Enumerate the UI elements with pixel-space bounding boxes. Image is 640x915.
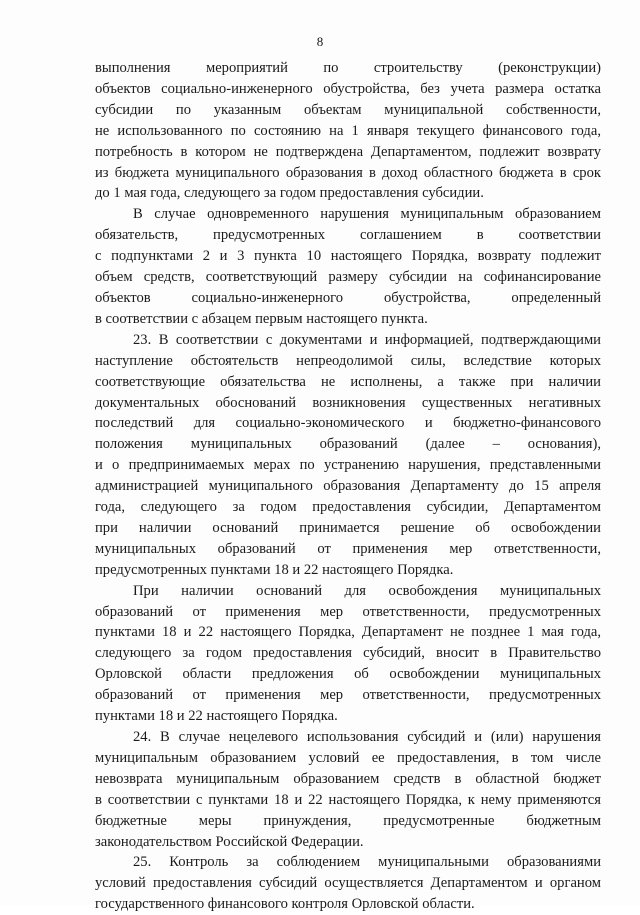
text-line: бюджетные меры принуждения, предусмотренные бюджетным (95, 812, 601, 829)
text-line: образований от применения мер ответственности, предусмотренных (95, 687, 601, 704)
text-line: 25. Контроль за соблюдением муниципальными образованиями (133, 854, 601, 871)
text-line: субсидии по указанным объектам муниципальной собственности, (95, 101, 601, 118)
paragraph-continuation (95, 58, 601, 204)
text-line: администрацией муниципального образования Департаменту до 15 апреля (95, 478, 601, 495)
text-line: 24. В случае нецелевого использования субсидий и (или) нарушения (133, 729, 601, 745)
text-line: законодательством Российской Федерации. (95, 833, 364, 850)
text-line: Орловской области предложения об освобождении муниципальных (95, 666, 601, 683)
text-line: предусмотренных пунктами 18 и 22 настоящего Порядка. (95, 561, 454, 578)
text-line: из бюджета муниципального образования в доход областного бюджета в срок (95, 164, 601, 181)
text-line: следующего за годом предоставления субсидий, вносит в Правительство (95, 645, 601, 662)
paragraph-item-24 (95, 727, 601, 852)
text-line: 23. В соответствии с документами и информацией, подтверждающими (133, 331, 601, 348)
text-line: обязательств, предусмотренных соглашением в соответствии (95, 227, 601, 244)
text-line: до 1 мая года, следующего за годом предоставления субсидии. (95, 185, 484, 202)
text-line: условий предоставления субсидий осуществляется Департаментом и органом (95, 875, 601, 892)
text-line: при наличии оснований принимается решение об освобождении (95, 519, 601, 536)
text-line: наступление обстоятельств непреодолимой силы, вследствие которых (95, 352, 601, 369)
text-line: последствий для социально-экономического и бюджетно-финансового (95, 415, 601, 432)
text-line: объем средств, соответствующий размеру субсидии на софинансирование (95, 269, 601, 286)
paragraph-item-23 (95, 330, 601, 581)
text-line: положения муниципальных образований (далее – основания), (95, 436, 601, 453)
text-line: пунктами 18 и 22 настоящего Порядка. (95, 708, 338, 725)
text-line: государственного финансового контроля Орловской области. (95, 896, 475, 913)
text-line: муниципальных образований от применения мер ответственности, (95, 540, 601, 557)
text-line: года, следующего за годом предоставления субсидии, Департаментом (95, 499, 601, 516)
text-line: объектов социально-инженерного обустройства, определенный (95, 289, 601, 306)
text-line: объектов социально-инженерного обустройства, без учета размера остатка (95, 80, 601, 97)
text-line: потребность в котором не подтверждена Департаментом, подлежит возврату (95, 143, 601, 160)
text-line: соответствующие обязательства не исполнены, а также при наличии (95, 373, 601, 390)
text-line: выполнения мероприятий по строительству (реконструкции) (95, 60, 601, 76)
paragraph-release-grounds (95, 581, 601, 727)
paragraph-item-25 (95, 852, 601, 915)
text-line: с подпунктами 2 и 3 пункта 10 настоящего Порядка, возврату подлежит (95, 248, 601, 265)
text-line: не использованного по состоянию на 1 января текущего финансового года, (95, 122, 601, 139)
text-line: в соответствии с абзацем первым настоящего пункта. (95, 310, 428, 327)
text-line: документальных обоснований возникновения существенных негативных (95, 394, 601, 411)
text-line: При наличии оснований для освобождения муниципальных (133, 582, 601, 599)
text-line: в соответствии с пунктами 18 и 22 настоящего Порядка, к нему применяются (95, 791, 601, 808)
text-line: образований от применения мер ответственности, предусмотренных (95, 603, 601, 620)
document-body (95, 58, 601, 915)
paragraph-simultaneous-violation (95, 204, 601, 329)
text-line: пунктами 18 и 22 настоящего Порядка, Департамент не позднее 1 мая года, (95, 624, 601, 641)
text-line: невозврата муниципальным образованием средств в областной бюджет (95, 770, 601, 787)
text-line: В случае одновременного нарушения муниципальным образованием (133, 206, 601, 223)
text-line: и о предпринимаемых мерах по устранению нарушения, представленными (95, 457, 601, 474)
page-number: 8 (316, 34, 324, 49)
text-line: муниципальным образованием условий ее предоставления, в том числе (95, 749, 601, 766)
